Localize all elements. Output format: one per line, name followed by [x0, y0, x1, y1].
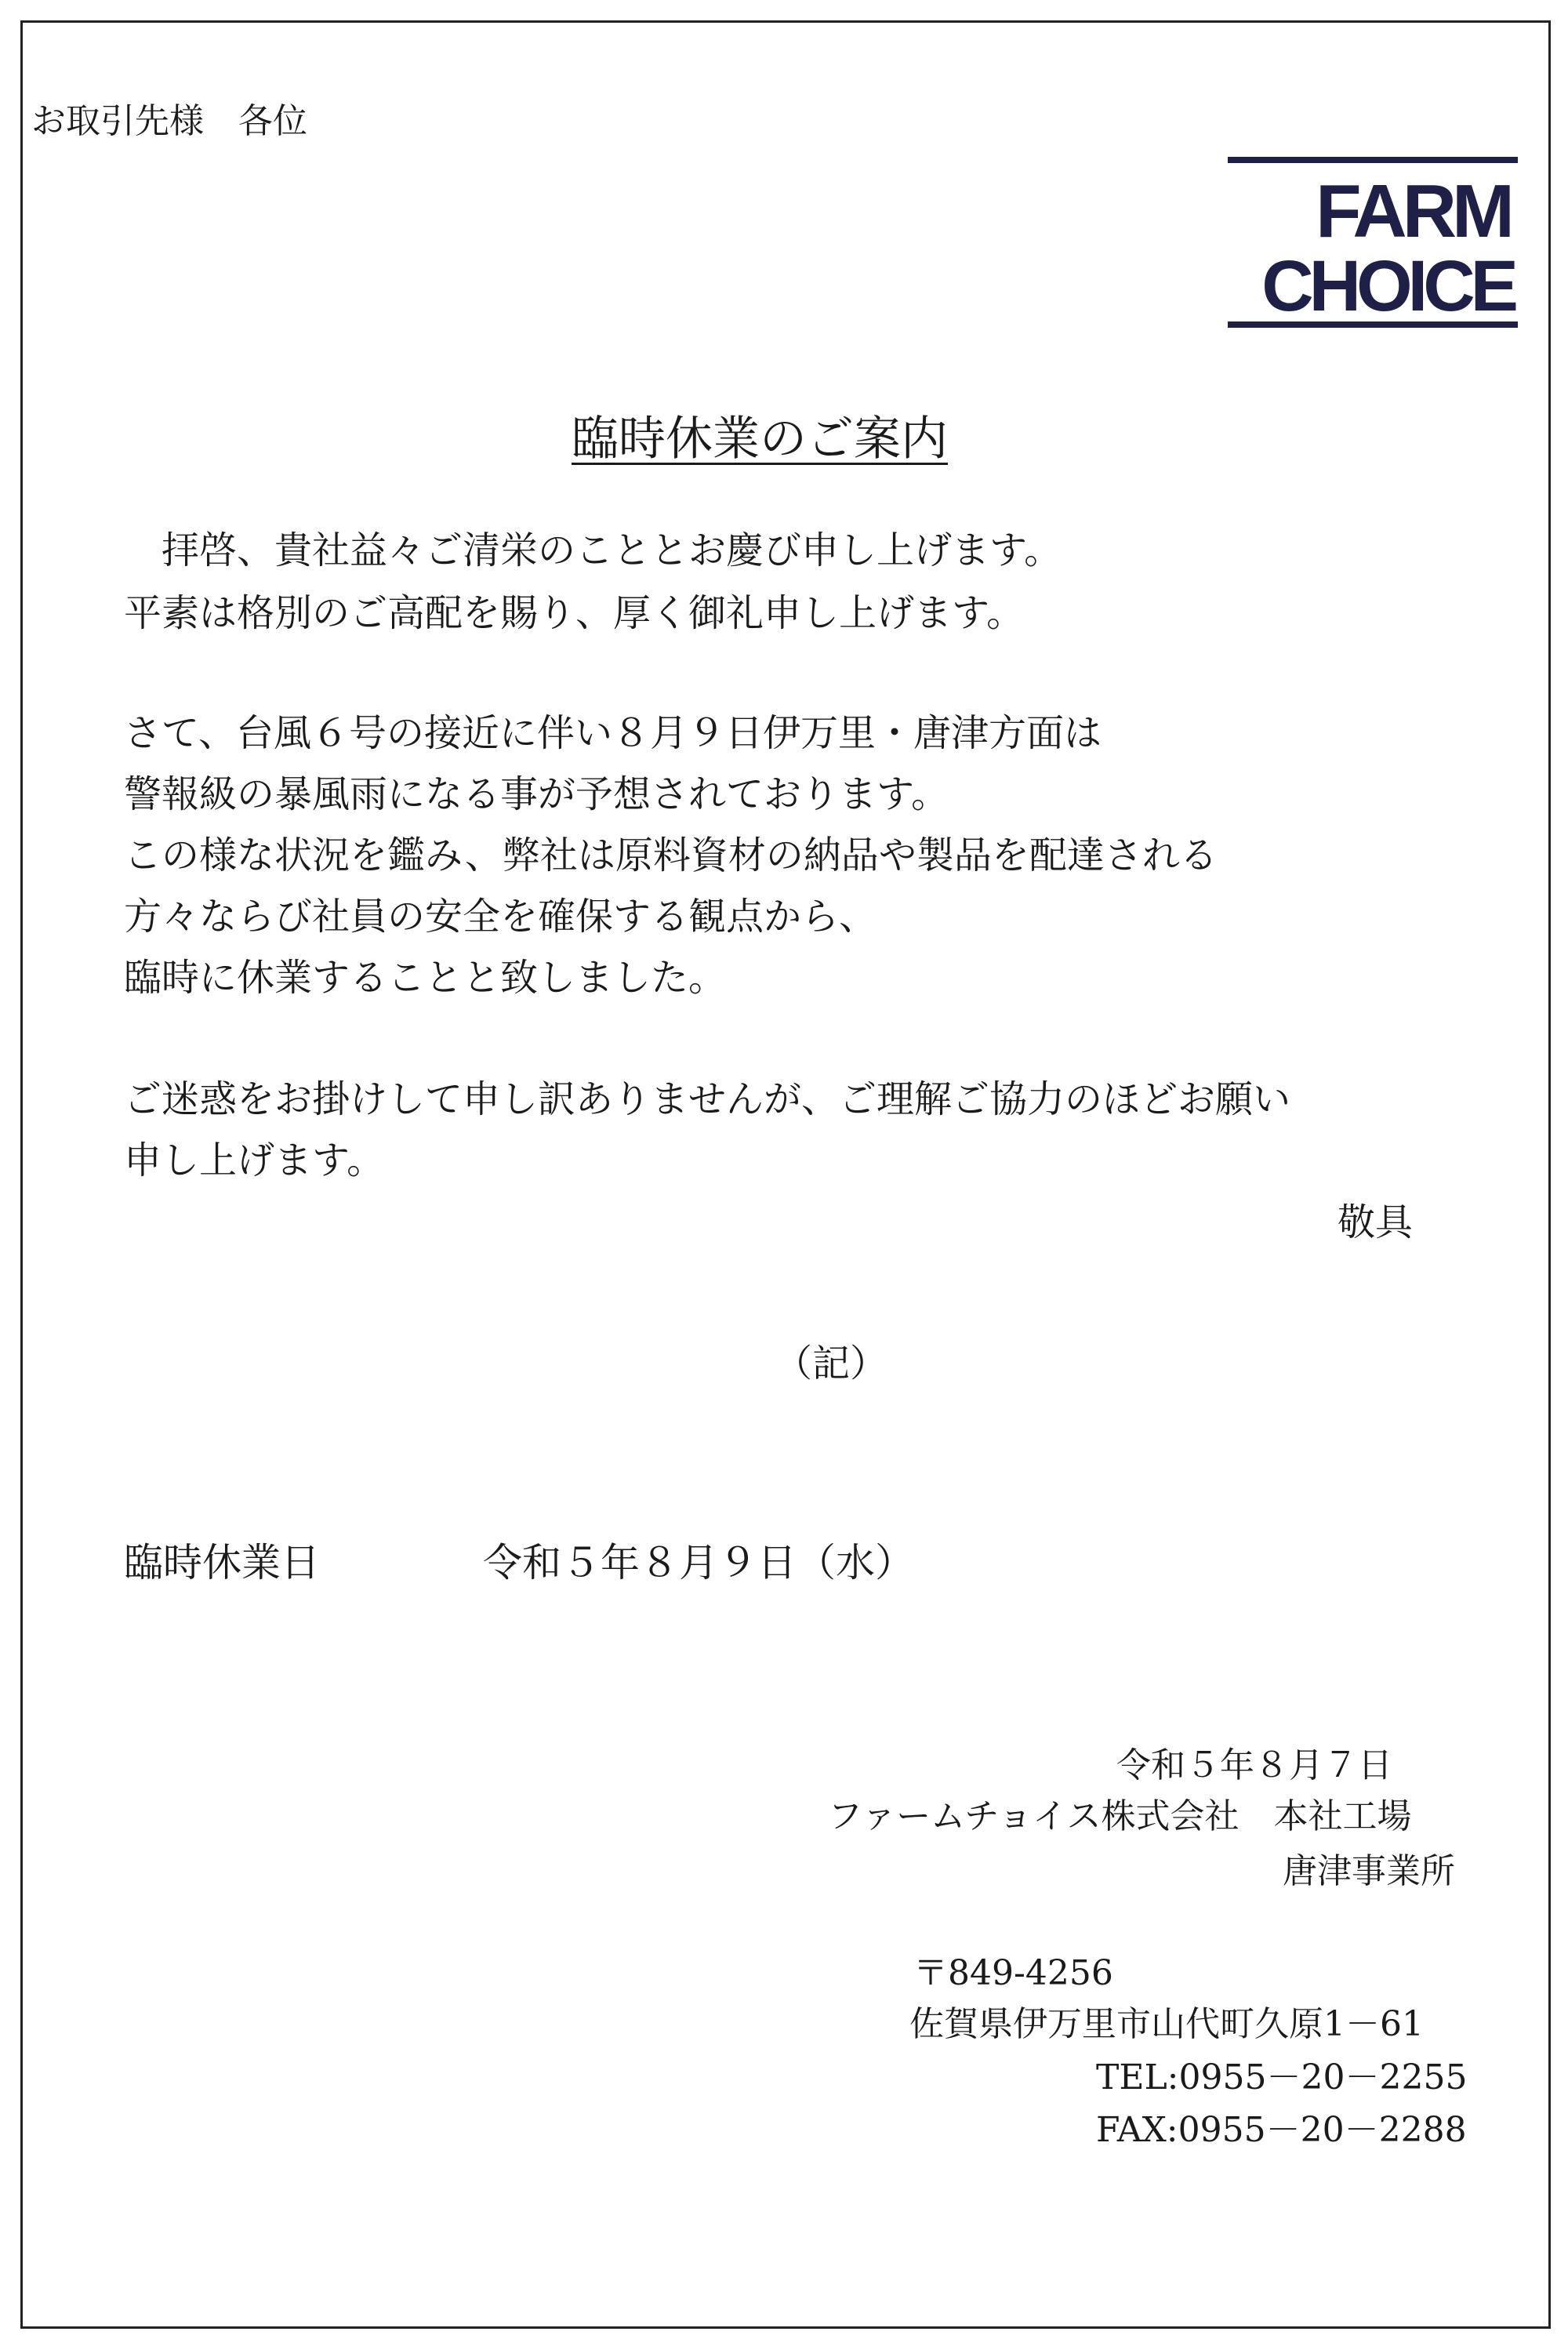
ki-heading: （記）: [775, 1342, 888, 1385]
logo-text-choice: CHOICE: [1261, 246, 1514, 326]
issue-date: 令和５年８月７日: [1116, 1745, 1392, 1785]
body-line: 拝啓、貴社益々ご清栄のこととお慶び申し上げます。: [124, 528, 1062, 572]
closure-label: 臨時休業日: [124, 1540, 320, 1585]
closing-salutation: 敬具: [1338, 1200, 1414, 1244]
address: 佐賀県伊万里市山代町久原1－61: [909, 2004, 1424, 2044]
body-line: 方々ならび社員の安全を確保する観点から、: [124, 895, 877, 939]
closure-date: 令和５年８月９日（水）: [483, 1540, 914, 1585]
page-title: 臨時休業のご案内: [572, 412, 948, 467]
office-name: 唐津事業所: [1283, 1851, 1455, 1891]
body-line: ご迷惑をお掛けして申し訳ありませんが、ご理解ご協力のほどお願い: [124, 1077, 1291, 1121]
body-line: 警報級の暴風雨になる事が予想されております。: [124, 772, 949, 816]
addressee: お取引先様 各位: [31, 101, 307, 141]
company-name: ファームチョイス株式会社 本社工場: [828, 1796, 1412, 1836]
postal-code: 〒849-4256: [913, 1953, 1113, 1993]
fax-number: FAX:0955－20－2288: [1096, 2110, 1467, 2150]
body-line: 臨時に休業することと致しました。: [124, 956, 727, 1000]
body-line: 申し上げます。: [124, 1138, 385, 1182]
body-line: この様な状況を鑑み、弊社は原料資材の納品や製品を配達される: [124, 833, 1218, 877]
logo-text-farm: FARM: [1316, 169, 1510, 253]
body-line: 平素は格別のご高配を賜り、厚く御礼申し上げます。: [124, 591, 1025, 635]
tel-number: TEL:0955－20－2255: [1096, 2057, 1468, 2097]
body-line: さて、台風６号の接近に伴い８月９日伊万里・唐津方面は: [124, 711, 1102, 755]
farm-choice-logo: [1228, 157, 1518, 329]
